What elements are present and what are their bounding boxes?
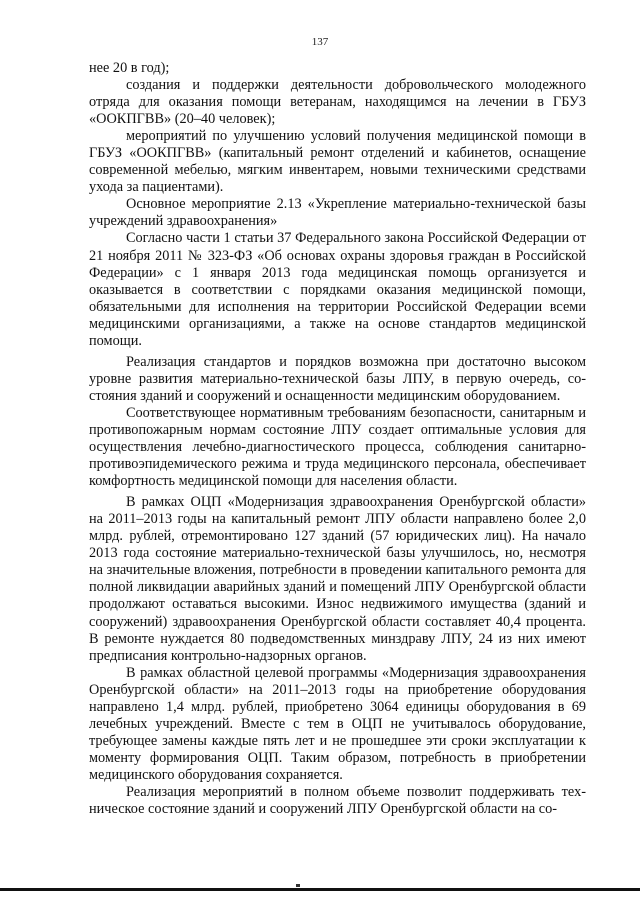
paragraph: Реализация мероприятий в полном объеме позволит поддерживать техническое состояние зданий и сооружений ЛПУ Оренбургской области на со- — [89, 783, 586, 818]
bottom-edge-line — [0, 888, 640, 891]
paragraph: Соответствующее нормативным требованиям безопасности, санитарным и противопожарным нормам состояние ЛПУ создает оптимальные условия для осуществления лечебно-диагностического процесса, соблюдения санитарно-противоэпидемического режима и труда медицинского персонала, обеспечивает комфортность медицинской помощи для населения области. — [89, 404, 586, 490]
page-number: 137 — [311, 36, 329, 48]
paragraph: мероприятий по улучшению условий получения медицинской помощи в ГБУЗ «ООКПГВВ» (капитальный ремонт отделений и кабинетов, оснащение современной мебелью, мягким инвентарем, новыми техническими средствами ухода за пациентами). — [89, 128, 586, 196]
section-heading: Основное мероприятие 2.13 «Укрепление материально-технической базы учреждений здравоохранения» — [89, 196, 586, 230]
paragraph: Реализация стандартов и порядков возможна при достаточно высоком уровне развития материально-технической базы ЛПУ, в первую очередь, состояния зданий и сооружений и оснащенности медицинским оборудованием. — [89, 353, 586, 404]
paragraph-continuation: нее 20 в год); — [89, 60, 170, 76]
paragraph: В рамках областной целевой программы «Модернизация здравоохранения Оренбургской области» на 2011–2013 годы на приобретение оборудования направлено 1,4 млрд. рублей, приобретено 3064 единицы оборудования в 69 лечебных учреждений. Вместе с тем в ОЦП не учитывалось оборудование, требующее замены каждые пять лет и не прошедшее эти сроки эксплуатации к моменту формирования ОЦП. Таким образом, потребность в приобретении медицинского оборудования сохраняется. — [89, 664, 586, 783]
scan-artifact — [296, 884, 300, 887]
paragraph: Согласно части 1 статьи 37 Федерального закона Российской Федерации от 21 ноября 2011 № 323-ФЗ «Об основах охраны здоровья граждан в Российской Федерации» с 1 января 2013 года медицинская помощь организуется и оказывается в соответствии с порядками оказания медицинской помощи, обязательными для исполнения на территории Российской Федерации всеми медицинскими организациями, а также на основе стандартов медицинской помощи. — [89, 230, 586, 349]
paragraph: В рамках ОЦП «Модернизация здравоохранения Оренбургской области» на 2011–2013 годы на капитальный ремонт ЛПУ области направлено более 2,0 млрд. рублей, отремонтировано 127 зданий (57 юридических лиц). На начало 2013 года состояние материально-технической базы улучшилось, но, несмотря на значительные вложения, потребности в проведении капитального ремонта для полной ликвидации аварийных зданий и помещений ЛПУ Оренбургской области продолжают оставаться высокими. Износ недвижимого имущества (зданий и сооружений) здравоохранения Оренбургской области составляет 40,4 процента. В ремонте нуждается 80 подведомственных минздраву ЛПУ, 24 из них имеют предписания контрольно-надзорных органов. — [89, 494, 586, 664]
paragraph: создания и поддержки деятельности добровольческого молодежного отряда для оказания помощи ветеранам, находящимся на лечении в ГБУЗ «ООКПГВВ» (20–40 человек); — [89, 77, 586, 128]
page-body — [89, 60, 586, 818]
